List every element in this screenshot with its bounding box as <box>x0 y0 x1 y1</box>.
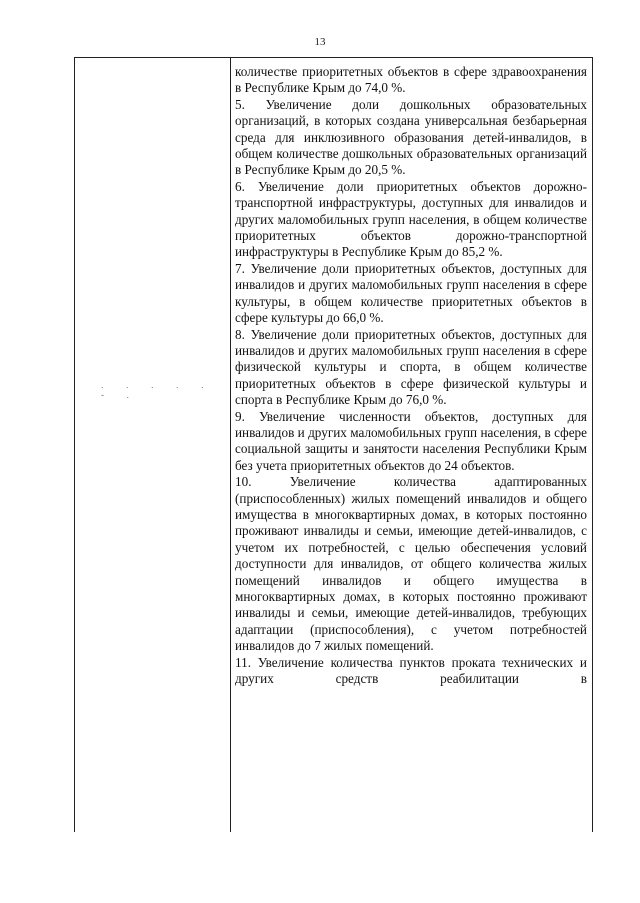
paragraph-item-8: 8. Увеличение доли приоритетных объектов, доступных для инвалидов и других маломобильных групп населения в сфере физической культуры и спорта, в общем количестве приоритетных объектов в сфере физической культуры и спорта в Республике Крым до 76,0 %. <box>235 326 587 408</box>
scan-artifact-marks: . . . . . - . <box>101 380 214 400</box>
document-table <box>74 57 593 832</box>
paragraph-item-9: 9. Увеличение численности объектов, доступных для инвалидов и других маломобильных групп населения, в сфере социальной защиты и занятости населения Республики Крым без учета приоритетных объектов до 24 объектов. <box>235 408 587 473</box>
paragraph-continuation: количестве приоритетных объектов в сфере здравоохранения в Республике Крым до 74,0 %. <box>235 64 587 96</box>
table-left-column <box>75 58 231 832</box>
paragraph-item-11: 11. Увеличение количества пунктов проката технических и других средств реабилитации в <box>235 654 587 687</box>
table-right-column <box>235 64 587 687</box>
page-number: 13 <box>314 36 326 48</box>
paragraph-item-6: 6. Увеличение доли приоритетных объектов дорожно-транспортной инфраструктуры, доступных для инвалидов и других маломобильных групп населения, в общем количестве приоритетных объектов дорожно-транспортной инфраструктуры в Республике Крым до 85,2 %. <box>235 178 587 260</box>
paragraph-item-5: 5. Увеличение доли дошкольных образовательных организаций, в которых создана универсальная безбарьерная среда для инклюзивного образования детей-инвалидов, в общем количестве дошкольных образовательных организаций в Республике Крым до 20,5 %. <box>235 96 587 178</box>
paragraph-item-10: 10. Увеличение количества адаптированных (приспособленных) жилых помещений инвалидов и общего имущества в многоквартирных домах, в которых постоянно проживают инвалиды и семьи, имеющие детей-инвалидов, с учетом их потребностей, с целью обеспечения условий доступности для инвалидов, от общего количества жилых помещений инвалидов и общего имущества в многоквартирных домах, в которых постоянно проживают инвалиды и семьи, имеющие детей-инвалидов, требующих адаптации (приспособления), с учетом потребностей инвалидов до 7 жилых помещений. <box>235 474 587 654</box>
paragraph-item-7: 7. Увеличение доли приоритетных объектов, доступных для инвалидов и других маломобильных групп населения в сфере культуры, в общем количестве приоритетных объектов в сфере культуры до 66,0 %. <box>235 260 587 326</box>
